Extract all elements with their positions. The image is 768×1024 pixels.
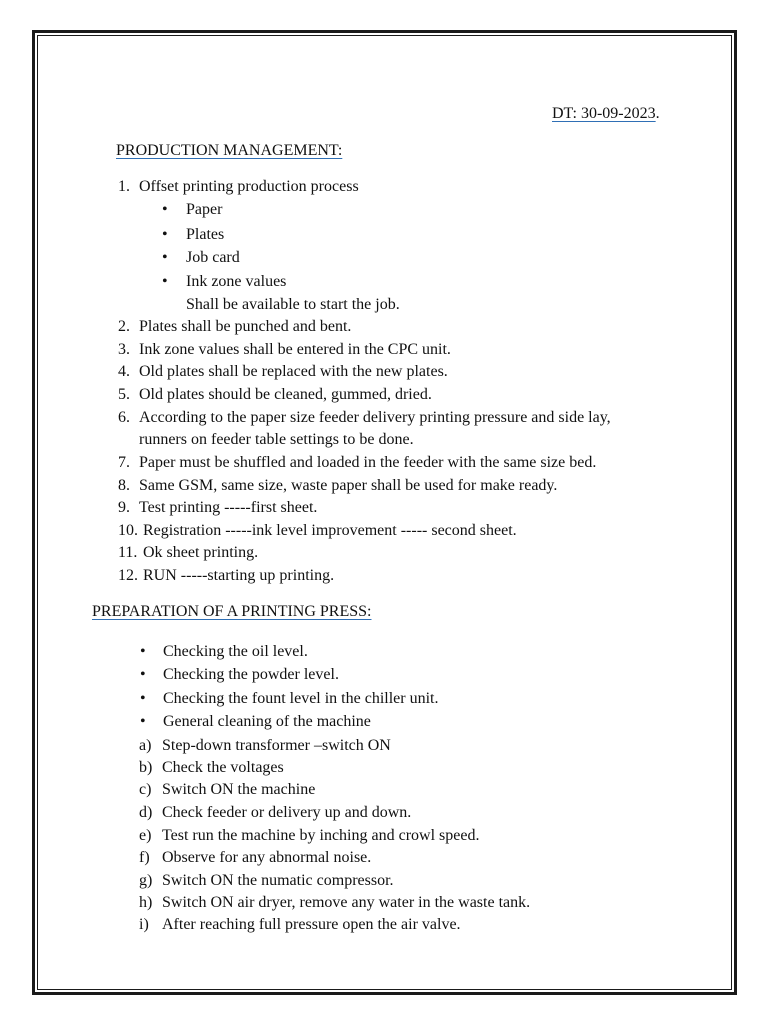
- bullet-item: Checking the oil level.: [163, 643, 308, 660]
- sublist-item: Paper: [186, 201, 223, 218]
- heading-preparation-printing-press: PREPARATION OF A PRINTING PRESS:: [92, 603, 372, 620]
- bullet-dot: •: [162, 201, 168, 218]
- list-item-continuation: runners on feeder table settings to be done.: [139, 431, 414, 448]
- list-number: 4.: [118, 363, 130, 380]
- list-item: Registration -----ink level improvement ----- second sheet.: [143, 522, 517, 539]
- sublist-note: Shall be available to start the job.: [186, 296, 400, 313]
- date-period: .: [655, 105, 660, 122]
- list-item: Plates shall be punched and bent.: [139, 318, 352, 335]
- list-number: 9.: [118, 499, 130, 516]
- list-number: 10.: [118, 522, 138, 539]
- list-number: 2.: [118, 318, 130, 335]
- bullet-dot: •: [140, 713, 146, 730]
- alpha-item: Switch ON the numatic compressor.: [162, 872, 394, 889]
- list-number: 1.: [118, 178, 130, 195]
- alpha-marker: i): [139, 916, 149, 933]
- alpha-item: Switch ON the machine: [162, 781, 316, 798]
- bullet-dot: •: [140, 643, 146, 660]
- alpha-marker: b): [139, 759, 153, 776]
- bullet-dot: •: [162, 273, 168, 290]
- alpha-marker: f): [139, 849, 150, 866]
- list-number: 5.: [118, 386, 130, 403]
- date-text: DT: 30-09-2023: [552, 105, 656, 122]
- bullet-item: General cleaning of the machine: [163, 713, 371, 730]
- list-number: 6.: [118, 409, 130, 426]
- alpha-item: Observe for any abnormal noise.: [162, 849, 372, 866]
- alpha-item: Switch ON air dryer, remove any water in the waste tank.: [162, 894, 531, 911]
- list-item: Offset printing production process: [139, 178, 359, 195]
- list-item: Old plates shall be replaced with the new plates.: [139, 363, 448, 380]
- bullet-dot: •: [162, 226, 168, 243]
- alpha-item: Check the voltages: [162, 759, 284, 776]
- alpha-marker: a): [139, 737, 152, 754]
- list-item: According to the paper size feeder delivery printing pressure and side lay,: [139, 409, 611, 426]
- bullet-dot: •: [140, 690, 146, 707]
- sublist-item: Job card: [186, 249, 240, 266]
- alpha-item: Step-down transformer –switch ON: [162, 737, 391, 754]
- list-number: 11.: [118, 544, 138, 561]
- alpha-marker: d): [139, 804, 153, 821]
- list-number: 8.: [118, 477, 130, 494]
- list-number: 12.: [118, 567, 138, 584]
- alpha-item: Check feeder or delivery up and down.: [162, 804, 412, 821]
- bullet-item: Checking the powder level.: [163, 666, 339, 683]
- alpha-marker: c): [139, 781, 152, 798]
- list-item: Old plates should be cleaned, gummed, dried.: [139, 386, 432, 403]
- heading-production-management: PRODUCTION MANAGEMENT:: [116, 142, 343, 159]
- list-item: Test printing -----first sheet.: [139, 499, 318, 516]
- list-item: Ok sheet printing.: [143, 544, 259, 561]
- alpha-marker: e): [139, 827, 152, 844]
- list-item: Ink zone values shall be entered in the CPC unit.: [139, 341, 451, 358]
- alpha-item: After reaching full pressure open the air valve.: [162, 916, 461, 933]
- sublist-item: Plates: [186, 226, 225, 243]
- list-number: 7.: [118, 454, 130, 471]
- bullet-item: Checking the fount level in the chiller unit.: [163, 690, 439, 707]
- alpha-marker: g): [139, 872, 153, 889]
- alpha-item: Test run the machine by inching and crowl speed.: [162, 827, 480, 844]
- list-item: Paper must be shuffled and loaded in the feeder with the same size bed.: [139, 454, 597, 471]
- sublist-item: Ink zone values: [186, 273, 287, 290]
- list-item: RUN -----starting up printing.: [143, 567, 335, 584]
- bullet-dot: •: [140, 666, 146, 683]
- bullet-dot: •: [162, 249, 168, 266]
- date-line: [552, 104, 660, 124]
- list-number: 3.: [118, 341, 130, 358]
- alpha-marker: h): [139, 894, 153, 911]
- list-item: Same GSM, same size, waste paper shall be used for make ready.: [139, 477, 558, 494]
